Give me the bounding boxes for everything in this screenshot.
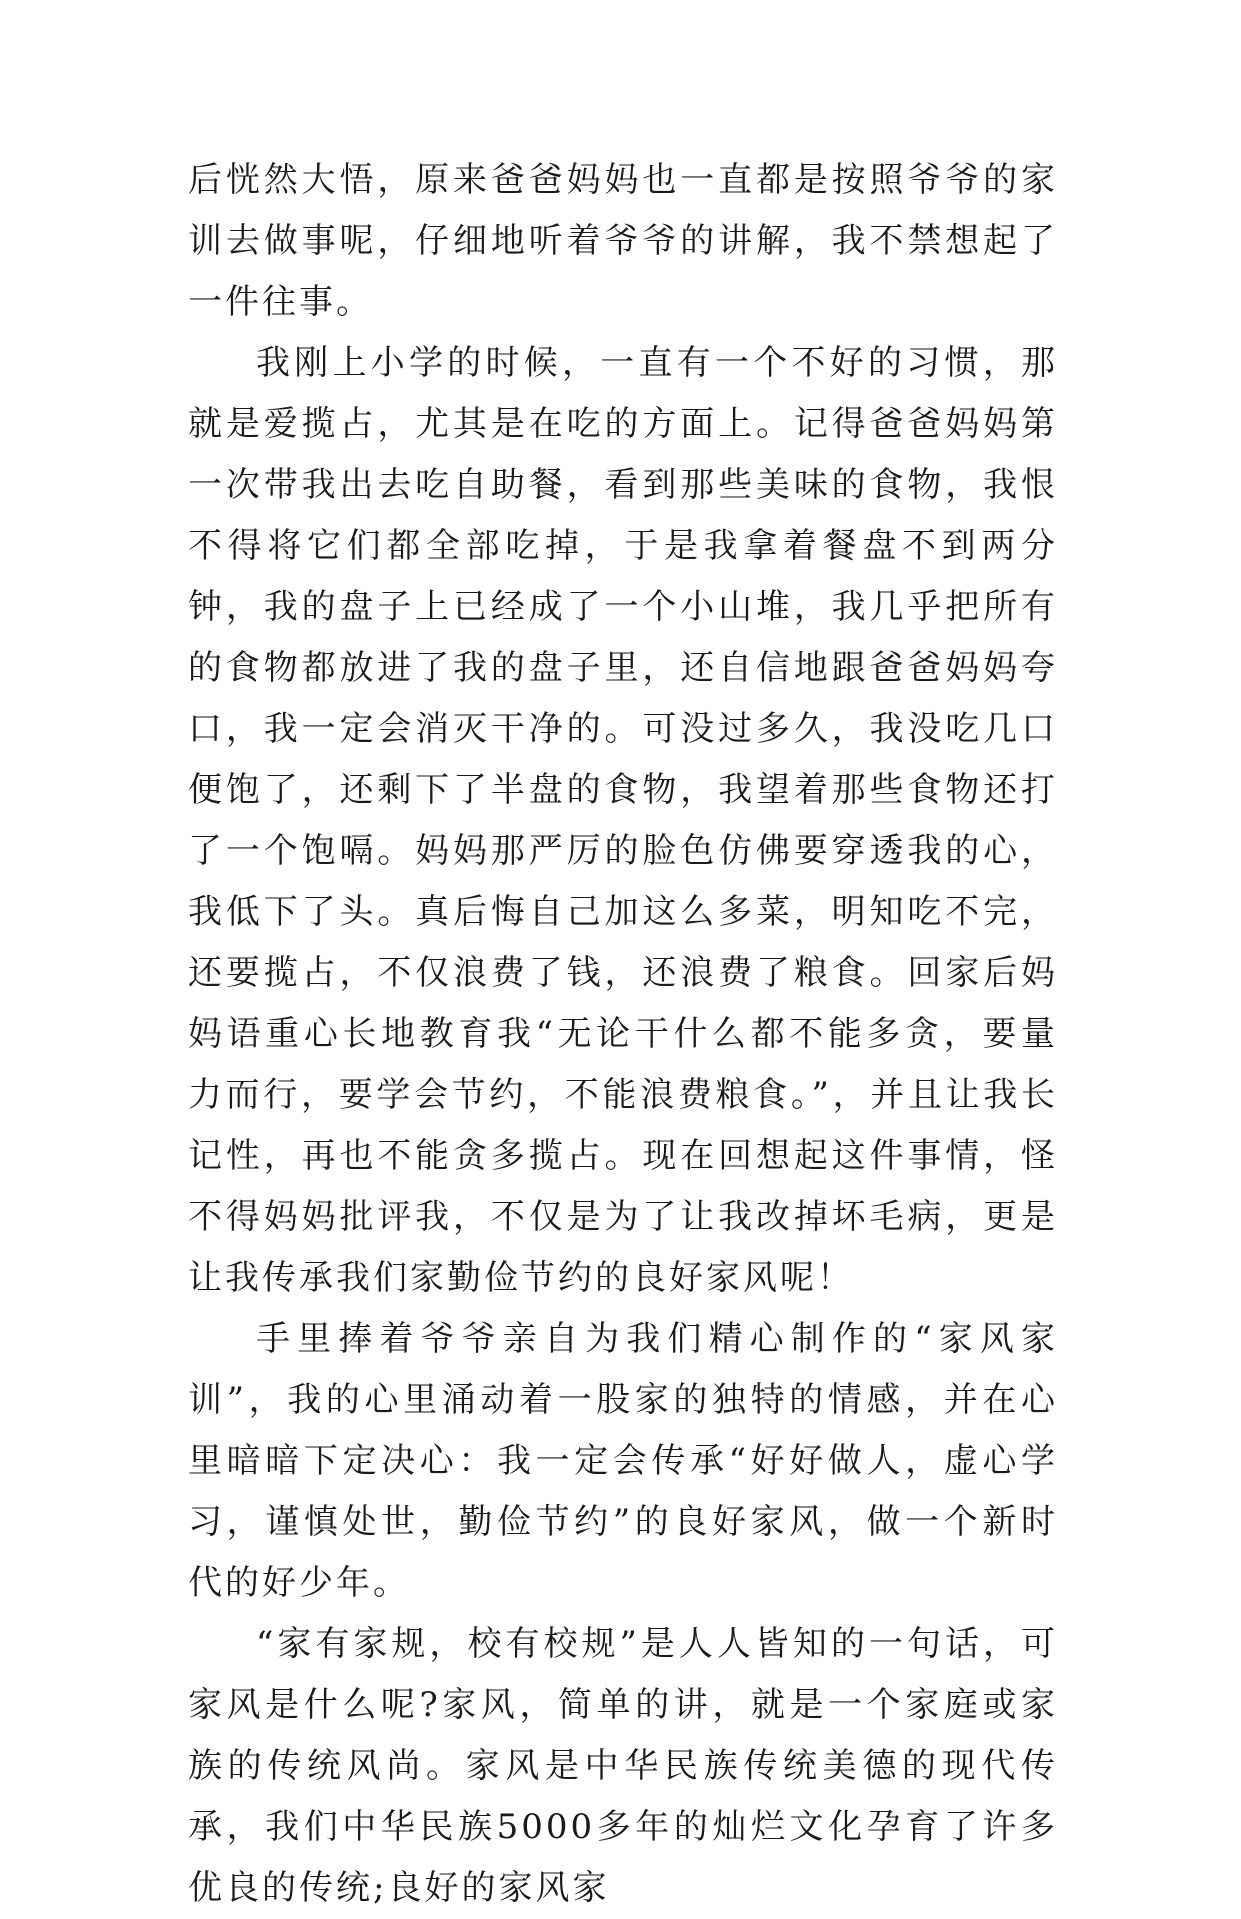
- document-body: [188, 150, 1058, 1919]
- paragraph-buffet-story: 我刚上小学的时候，一直有一个不好的习惯，那就是爱揽占，尤其是在吃的方面上。记得爸爸妈妈第一次带我出去吃自助餐，看到那些美味的食物，我恨不得将它们都全部吃掉，于是我拿着餐盘不到两分钟，我的盘子上已经成了一个小山堆，我几乎把所有的食物都放进了我的盘子里，还自信地跟爸爸妈妈夸口，我一定会消灭干净的。可没过多久，我没吃几口便饱了，还剩下了半盘的食物，我望着那些食物还打了一个饱嗝。妈妈那严厉的脸色仿佛要穿透我的心，我低下了头。真后悔自己加这么多菜，明知吃不完，还要揽占，不仅浪费了钱，还浪费了粮食。回家后妈妈语重心长地教育我“无论干什么都不能多贪，要量力而行，要学会节约，不能浪费粮食。”，并且让我长记性，再也不能贪多揽占。现在回想起这件事情，怪不得妈妈批评我，不仅是为了让我改掉坏毛病，更是让我传承我们家勤俭节约的良好家风呢！: [188, 343, 1058, 1298]
- paragraph-family-motto: 手里捧着爷爷亲自为我们精心制作的“家风家训”，我的心里涌动着一股家的独特的情感，并在心里暗暗下定决心：我一定会传承“好好做人，虚心学习，谨慎处世，勤俭节约”的良好家风，做一个新时代的好少年。: [188, 1319, 1058, 1603]
- paragraph-family-tradition: “家有家规，校有校规”是人人皆知的一句话，可家风是什么呢?家风，简单的讲，就是一个家庭或家族的传统风尚。家风是中华民族传统美德的现代传承，我们中华民族5000多年的灿烂文化孕育了许多优良的传统;良好的家风家: [188, 1624, 1058, 1908]
- paragraph-continuation: 后恍然大悟，原来爸爸妈妈也一直都是按照爷爷的家训去做事呢，仔细地听着爷爷的讲解，我不禁想起了一件往事。: [188, 160, 1058, 322]
